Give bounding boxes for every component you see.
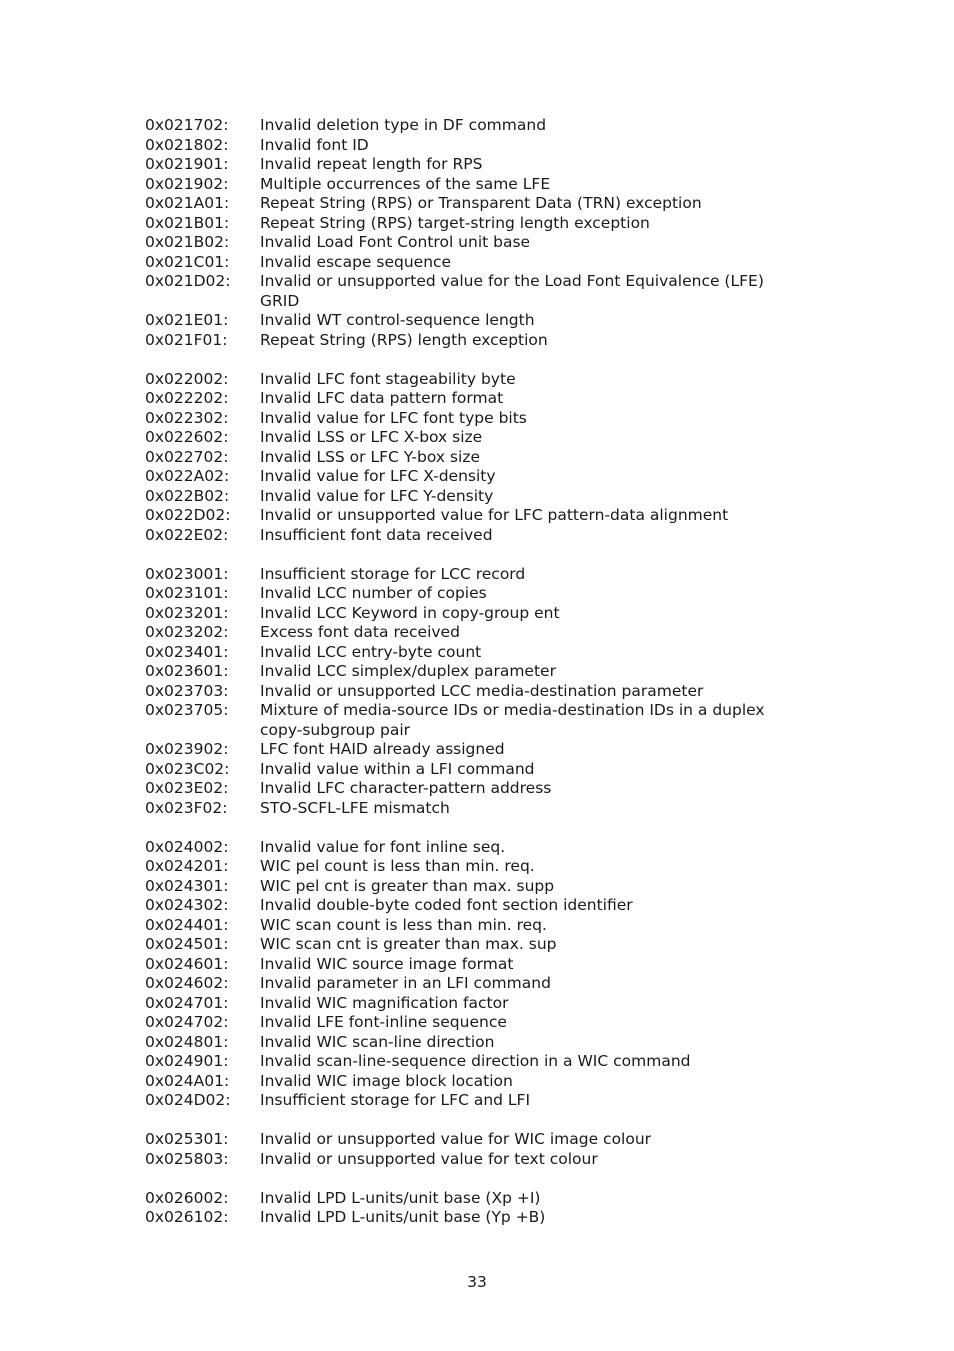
error-description: Insufficient storage for LFC and LFI xyxy=(260,1091,531,1109)
error-description: Invalid value for LFC Y-density xyxy=(260,486,494,505)
error-code: 0x021D02: xyxy=(145,272,231,290)
error-code: 0x022002: xyxy=(145,369,229,388)
error-code-entry xyxy=(145,916,785,936)
error-code: 0x024302: xyxy=(145,896,229,914)
error-code: 0x024901: xyxy=(145,1052,229,1070)
error-description: WIC pel count is less than min. req. xyxy=(260,857,535,875)
error-code: 0x022D02: xyxy=(145,506,231,524)
error-code-entry xyxy=(145,799,785,819)
error-description: Invalid value for LFC X-density xyxy=(260,467,496,485)
error-description: Invalid LFC data pattern format xyxy=(260,389,504,407)
error-code: 0x022B02: xyxy=(145,486,230,505)
error-code-entry xyxy=(145,194,785,214)
error-code-entry xyxy=(145,272,785,311)
error-description: WIC pel cnt is greater than max. supp xyxy=(260,876,555,895)
error-description: Invalid scan-line-sequence direction in a WIC command xyxy=(260,1052,691,1070)
error-description: Repeat String (RPS) target-string length exception xyxy=(260,213,650,232)
error-code: 0x023201: xyxy=(145,603,229,622)
error-code-entry xyxy=(145,311,785,331)
error-code: 0x023001: xyxy=(145,564,229,583)
error-code-entry xyxy=(145,974,785,994)
error-code: 0x021F01: xyxy=(145,330,228,349)
error-code: 0x023601: xyxy=(145,662,229,680)
error-code-entry xyxy=(145,253,785,273)
error-code: 0x024D02: xyxy=(145,1091,231,1109)
error-description: Repeat String (RPS) or Transparent Data (TRN) exception xyxy=(260,194,702,212)
error-code: 0x021B02: xyxy=(145,233,230,251)
error-code-entry xyxy=(145,779,785,799)
error-code-entry xyxy=(145,623,785,643)
error-description: Invalid value for LFC font type bits xyxy=(260,408,527,427)
error-code-group xyxy=(145,1130,785,1169)
error-description: Invalid LCC entry-byte count xyxy=(260,642,482,661)
error-code: 0x024401: xyxy=(145,915,229,934)
error-code-group xyxy=(145,116,785,350)
error-code-entry xyxy=(145,526,785,546)
error-code-entry xyxy=(145,428,785,448)
error-code-entry xyxy=(145,565,785,585)
error-description: Invalid parameter in an LFI command xyxy=(260,974,551,992)
error-code: 0x024801: xyxy=(145,1032,229,1051)
error-description: Excess font data received xyxy=(260,623,460,641)
error-code-group xyxy=(145,1189,785,1228)
error-code: 0x024201: xyxy=(145,857,229,875)
error-code: 0x022302: xyxy=(145,408,229,427)
error-code: 0x024501: xyxy=(145,935,229,953)
error-code: 0x025301: xyxy=(145,1130,229,1148)
error-code: 0x026002: xyxy=(145,1188,229,1207)
error-code: 0x021702: xyxy=(145,116,229,134)
error-description: Invalid LSS or LFC X-box size xyxy=(260,428,483,446)
error-code: 0x024002: xyxy=(145,837,229,856)
error-code-group xyxy=(145,370,785,546)
error-description: Invalid LSS or LFC Y-box size xyxy=(260,447,480,466)
error-code-entry xyxy=(145,1130,785,1150)
error-code-entry xyxy=(145,233,785,253)
error-code-entry xyxy=(145,740,785,760)
error-code-entry xyxy=(145,214,785,234)
error-description: LFC font HAID already assigned xyxy=(260,740,505,758)
error-code-entry xyxy=(145,838,785,858)
error-code-entry xyxy=(145,701,785,740)
error-code-entry xyxy=(145,448,785,468)
error-code-entry xyxy=(145,760,785,780)
error-code-list xyxy=(145,116,785,1247)
error-code: 0x023902: xyxy=(145,740,229,758)
error-code: 0x024702: xyxy=(145,1013,229,1031)
error-code-entry xyxy=(145,1033,785,1053)
error-code-entry xyxy=(145,1052,785,1072)
error-code-entry xyxy=(145,389,785,409)
error-description: Invalid WIC image block location xyxy=(260,1071,513,1090)
error-description: Invalid font ID xyxy=(260,135,369,154)
error-description: Invalid LPD L-units/unit base (Xp +I) xyxy=(260,1188,541,1207)
error-description: Invalid value for font inline seq. xyxy=(260,837,506,856)
error-code-entry xyxy=(145,896,785,916)
error-description: Invalid deletion type in DF command xyxy=(260,116,547,134)
error-code: 0x023C02: xyxy=(145,759,230,778)
error-description: Invalid WIC scan-line direction xyxy=(260,1032,495,1051)
error-code-entry xyxy=(145,604,785,624)
error-description: Invalid LFE font-inline sequence xyxy=(260,1013,507,1031)
page-number: 33 xyxy=(467,1273,487,1291)
error-code-group xyxy=(145,565,785,819)
error-code-entry xyxy=(145,116,785,136)
error-description: Insufficient storage for LCC record xyxy=(260,564,526,583)
error-description: Invalid or unsupported LCC media-destination parameter xyxy=(260,681,704,700)
error-code-entry xyxy=(145,682,785,702)
error-description: WIC scan count is less than min. req. xyxy=(260,915,547,934)
error-code: 0x023703: xyxy=(145,681,229,700)
error-description: Invalid LFC character-pattern address xyxy=(260,779,552,797)
error-code-entry xyxy=(145,994,785,1014)
error-code: 0x023101: xyxy=(145,584,229,602)
error-code: 0x022702: xyxy=(145,447,229,466)
error-code: 0x024701: xyxy=(145,993,229,1012)
error-description: Invalid or unsupported value for text colour xyxy=(260,1149,598,1168)
error-code-entry xyxy=(145,1150,785,1170)
error-code-entry xyxy=(145,136,785,156)
error-code: 0x025803: xyxy=(145,1149,229,1168)
error-code: 0x023F02: xyxy=(145,798,228,817)
error-code: 0x022A02: xyxy=(145,467,230,485)
error-description: Invalid LCC simplex/duplex parameter xyxy=(260,662,556,680)
error-description: Invalid value within a LFI command xyxy=(260,759,535,778)
error-code: 0x023401: xyxy=(145,642,229,661)
error-code-entry xyxy=(145,1091,785,1111)
error-code-entry xyxy=(145,155,785,175)
error-description: WIC scan cnt is greater than max. sup xyxy=(260,935,557,953)
error-code-entry xyxy=(145,955,785,975)
error-code-entry xyxy=(145,662,785,682)
error-description: Invalid or unsupported value for WIC image colour xyxy=(260,1130,652,1148)
error-description: Mixture of media-source IDs or media-destination IDs in a duplex copy-subgroup pair xyxy=(260,701,765,739)
error-code: 0x026102: xyxy=(145,1208,229,1226)
error-code-entry xyxy=(145,370,785,390)
error-description: Invalid LCC number of copies xyxy=(260,584,487,602)
error-code-group xyxy=(145,838,785,1111)
error-code: 0x024601: xyxy=(145,954,229,973)
error-code-entry xyxy=(145,506,785,526)
error-description: Invalid double-byte coded font section identifier xyxy=(260,896,633,914)
error-code: 0x021B01: xyxy=(145,213,230,232)
error-description: Repeat String (RPS) length exception xyxy=(260,330,548,349)
error-code-entry xyxy=(145,1072,785,1092)
error-description: Invalid repeat length for RPS xyxy=(260,155,483,173)
error-description: Invalid LPD L-units/unit base (Yp +B) xyxy=(260,1208,546,1226)
error-code: 0x024A01: xyxy=(145,1071,230,1090)
error-description: Invalid LCC Keyword in copy-group ent xyxy=(260,603,560,622)
error-code: 0x022602: xyxy=(145,428,229,446)
error-code-entry xyxy=(145,467,785,487)
error-code-entry xyxy=(145,857,785,877)
error-description: Invalid WIC source image format xyxy=(260,954,514,973)
error-description: Invalid or unsupported value for the Load Font Equivalence (LFE) GRID xyxy=(260,272,764,310)
error-code: 0x021802: xyxy=(145,135,229,154)
error-code: 0x022E02: xyxy=(145,525,229,544)
error-code-entry xyxy=(145,1208,785,1228)
error-description: Invalid WT control-sequence length xyxy=(260,311,535,329)
error-code: 0x021901: xyxy=(145,155,229,173)
error-description: Invalid escape sequence xyxy=(260,252,452,271)
error-code: 0x023E02: xyxy=(145,779,229,797)
error-code: 0x021A01: xyxy=(145,194,230,212)
error-description: Invalid Load Font Control unit base xyxy=(260,233,531,251)
error-description: Insufficient font data received xyxy=(260,525,493,544)
error-code-entry xyxy=(145,409,785,429)
error-code-entry xyxy=(145,487,785,507)
error-code-entry xyxy=(145,1189,785,1209)
error-code: 0x022202: xyxy=(145,389,229,407)
error-description: STO-SCFL-LFE mismatch xyxy=(260,798,450,817)
error-code: 0x024301: xyxy=(145,876,229,895)
error-code: 0x023705: xyxy=(145,701,229,719)
error-description: Multiple occurrences of the same LFE xyxy=(260,174,551,193)
error-description: Invalid WIC magnification factor xyxy=(260,993,509,1012)
error-code-entry xyxy=(145,175,785,195)
error-code: 0x021902: xyxy=(145,174,229,193)
error-code: 0x024602: xyxy=(145,974,229,992)
error-code-entry xyxy=(145,584,785,604)
error-code-entry xyxy=(145,877,785,897)
error-code: 0x021C01: xyxy=(145,252,230,271)
error-description: Invalid or unsupported value for LFC pattern-data alignment xyxy=(260,506,729,524)
error-code-entry xyxy=(145,643,785,663)
error-code-entry xyxy=(145,935,785,955)
error-code-entry xyxy=(145,331,785,351)
error-code: 0x021E01: xyxy=(145,311,229,329)
error-description: Invalid LFC font stageability byte xyxy=(260,369,516,388)
error-code: 0x023202: xyxy=(145,623,229,641)
error-code-entry xyxy=(145,1013,785,1033)
